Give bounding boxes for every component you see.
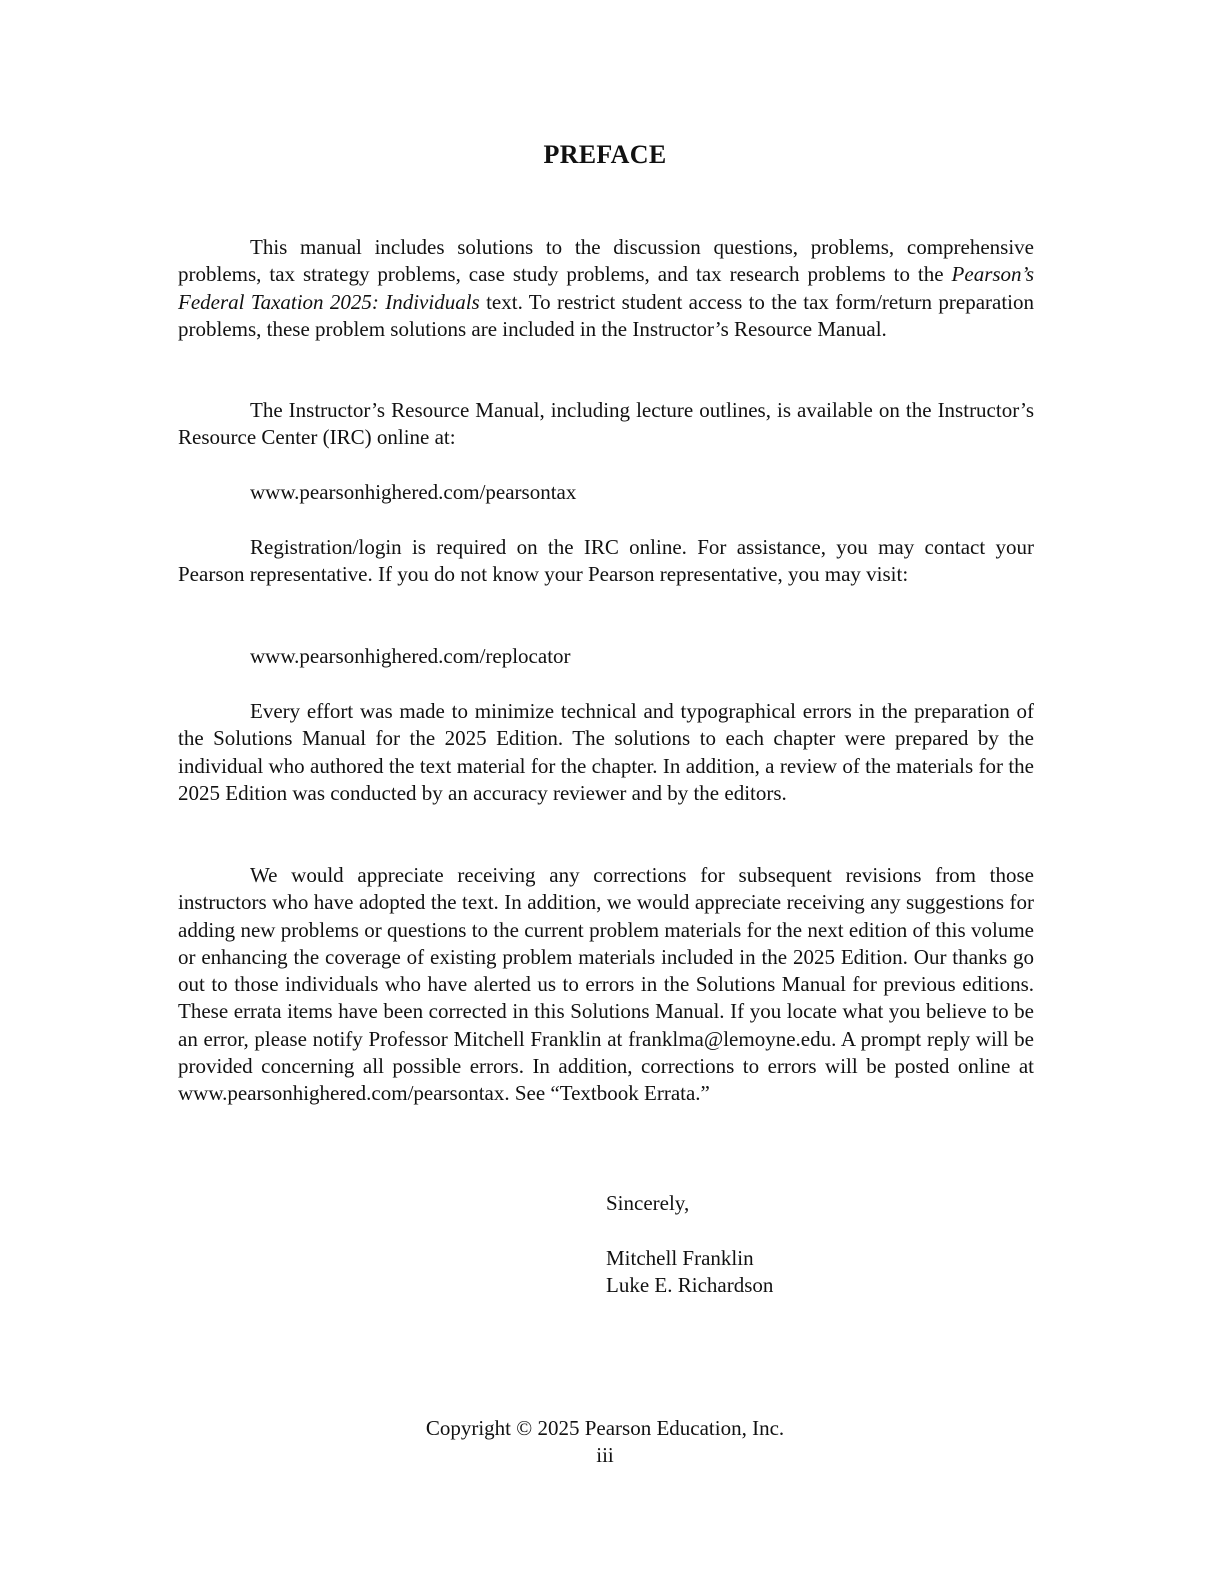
book-title: Pearson’s Federal Taxation 2025: Individuals <box>178 262 1034 314</box>
paragraph-irc <box>178 397 1034 452</box>
page-title: PREFACE <box>543 140 667 169</box>
paragraph-corrections <box>178 862 1034 1108</box>
replocator-url: www.pearsonhighered.com/replocator <box>250 644 571 668</box>
page-number: iii <box>596 1443 614 1467</box>
copyright-notice: Copyright © 2025 Pearson Education, Inc. <box>425 1416 785 1440</box>
paragraph-registration-text: Registration/login is required on the IRC online. For assistance, you may contact your Pearson representative. If you do not know your Pearson representative, you may visit: <box>178 535 1034 587</box>
paragraph-intro-text-end: text. To restrict student access to the tax form/return preparation problems, these problem solutions are included in the Instructor’s Resource Manual. <box>178 289 1035 341</box>
author-name-2: Luke E. Richardson <box>606 1273 774 1297</box>
author-name-1: Mitchell Franklin <box>606 1246 754 1270</box>
paragraph-intro-text-start: This manual includes solutions to the discussion questions, problems, comprehensive problems, tax strategy problems, case study problems, and tax research problems to the <box>178 235 1034 287</box>
paragraph-irc-text: The Instructor’s Resource Manual, including lecture outlines, is available on the Instructor’s Resource Center (IRC) online at: <box>178 398 1034 450</box>
paragraph-corrections-text: We would appreciate receiving any corrections for subsequent revisions from those instructors who have adopted the text. In addition, we would appreciate receiving any suggestions for adding new problems or questions to the current problem materials for the next edition of this volume or enhancing the coverage of existing problem materials included in the 2025 Edition. Our thanks go out to those individuals who have alerted us to errors in the Solutions Manual for previous editions. These errata items have been corrected in this Solutions Manual. If you locate what you believe to be an error, please notify Professor Mitchell Franklin at franklma@lemoyne.edu. A prompt reply will be provided concerning all possible errors. In addition, corrections to errors will be posted online at www.pearsonhighered.com/pearsontax. See “Textbook Errata.” <box>178 863 1034 1106</box>
paragraph-errors-text: Every effort was made to minimize technical and typographical errors in the preparation of the Solutions Manual for the 2025 Edition. The solutions to each chapter were prepared by the individual who authored the text material for the chapter. In addition, a review of the materials for the 2025 Edition was conducted by an accuracy reviewer and by the editors. <box>178 699 1034 805</box>
paragraph-intro <box>178 234 1034 343</box>
irc-url: www.pearsonhighered.com/pearsontax <box>250 480 577 504</box>
closing-salutation: Sincerely, <box>606 1191 690 1215</box>
paragraph-errors <box>178 698 1034 807</box>
paragraph-registration <box>178 534 1034 589</box>
